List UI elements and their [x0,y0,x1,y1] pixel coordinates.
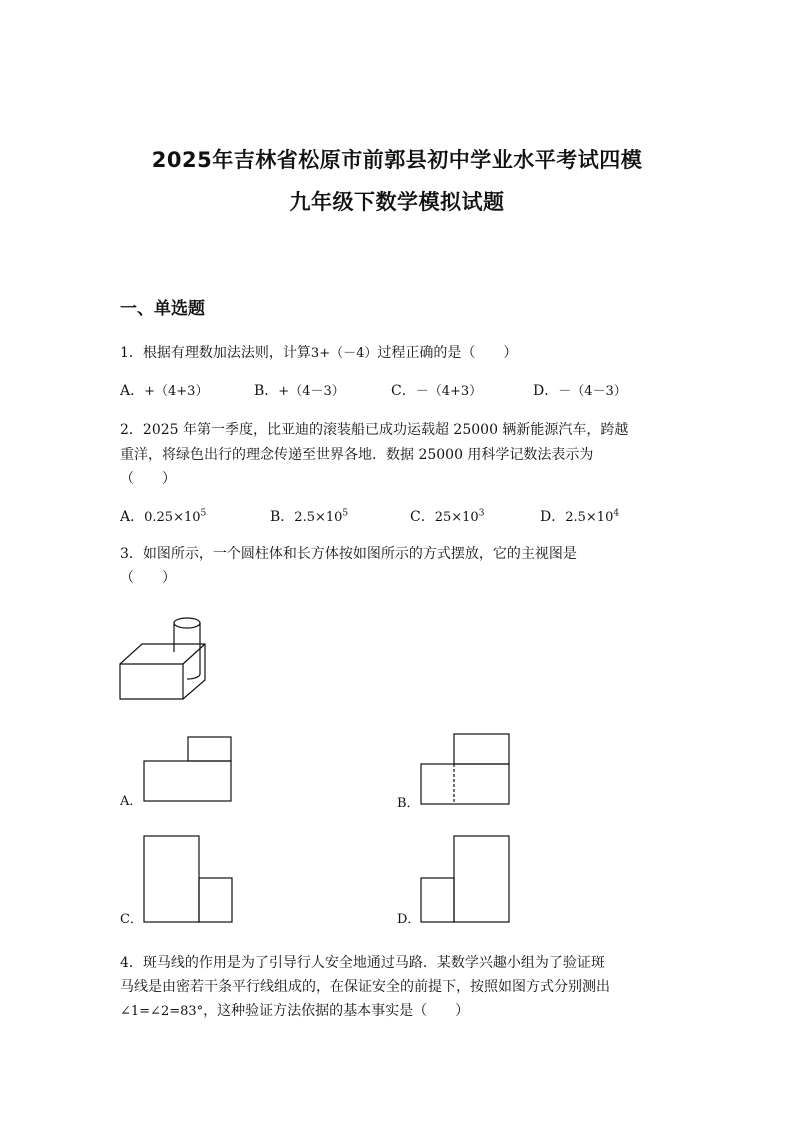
question-4-line-3 [120,1000,469,1020]
q3-option-d-label[interactable]: D． [397,912,421,927]
option-base: 25×10 [434,510,479,525]
option-label: C． [391,383,416,399]
q2-option-d[interactable] [540,506,619,526]
page-subtitle: 九年级下数学模拟试题 [289,190,505,214]
q3-option-a-figure[interactable] [143,736,235,804]
q3-option-d-figure[interactable] [420,835,512,925]
option-label: C． [410,509,435,525]
question-4-line-1: 4．斑马线的作用是为了引导行人安全地通过马路．某数学兴趣小组为了验证斑 [120,955,605,971]
option-label: A． [120,383,145,399]
q3-option-a-label[interactable]: A． [120,794,143,809]
option-text: －（4－3） [558,384,627,399]
q1-option-d[interactable] [533,380,627,400]
q4-angle-expression: ∠1=∠2=83° [120,1004,204,1019]
option-exponent: 5 [342,508,349,519]
option-text: +（4+3） [144,384,209,399]
option-text: +（4－3） [278,384,345,399]
option-exponent: 5 [200,508,207,519]
q3-option-c-figure[interactable] [143,835,235,925]
q1-stem-before: 1．根据有理数加法法则，计算 [120,345,311,361]
option-label: D． [533,383,559,399]
option-label: A． [120,509,145,525]
question-4-line-2: 马线是由密若干条平行线组成的，在保证安全的前提下，按照如图方式分别测出 [120,979,610,995]
option-base: 2.5×10 [294,510,343,525]
option-exponent: 3 [478,508,485,519]
q1-option-b[interactable] [254,380,345,400]
option-exponent: 4 [613,508,620,519]
page-title: 2025年吉林省松原市前郭县初中学业水平考试四模 [151,148,643,172]
section-heading: 一、单选题 [120,299,205,319]
option-label: B． [254,383,279,399]
option-base: 2.5×10 [565,510,614,525]
solid-figure-diagram [115,612,215,704]
q3-option-b-label[interactable]: B． [397,796,420,811]
question-2-line-2: 重洋，将绿色出行的理念传递至世界各地．数据 25000 用科学记数法表示为 [120,447,594,463]
q3-option-b-figure[interactable] [420,733,512,807]
q1-expression: 3+（－4） [310,346,378,361]
q4-line-3-text: ，这种验证方法依据的基本事实是（ ） [203,1003,470,1019]
option-label: D． [540,509,566,525]
option-base: 0.25×10 [144,510,201,525]
question-1-stem [120,342,517,362]
q2-option-b[interactable] [270,506,348,526]
q2-option-a[interactable] [120,506,206,526]
option-text: －（4+3） [415,384,483,399]
q1-option-c[interactable] [391,380,482,400]
question-2-line-3: （ ） [120,471,176,487]
q3-option-c-label[interactable]: C． [120,912,143,927]
question-3-line-1: 3．如图所示，一个圆柱体和长方体按如图所示的方式摆放，它的主视图是 [120,546,577,562]
q1-option-a[interactable] [120,380,208,400]
question-3-line-2: （ ） [120,570,176,586]
option-label: B． [270,509,295,525]
q1-stem-after: 过程正确的是（ ） [377,345,518,361]
question-2-line-1: 2．2025 年第一季度，比亚迪的滚装船已成功运载超 25000 辆新能源汽车，跨越 [120,422,629,438]
q2-option-c[interactable] [410,506,484,526]
